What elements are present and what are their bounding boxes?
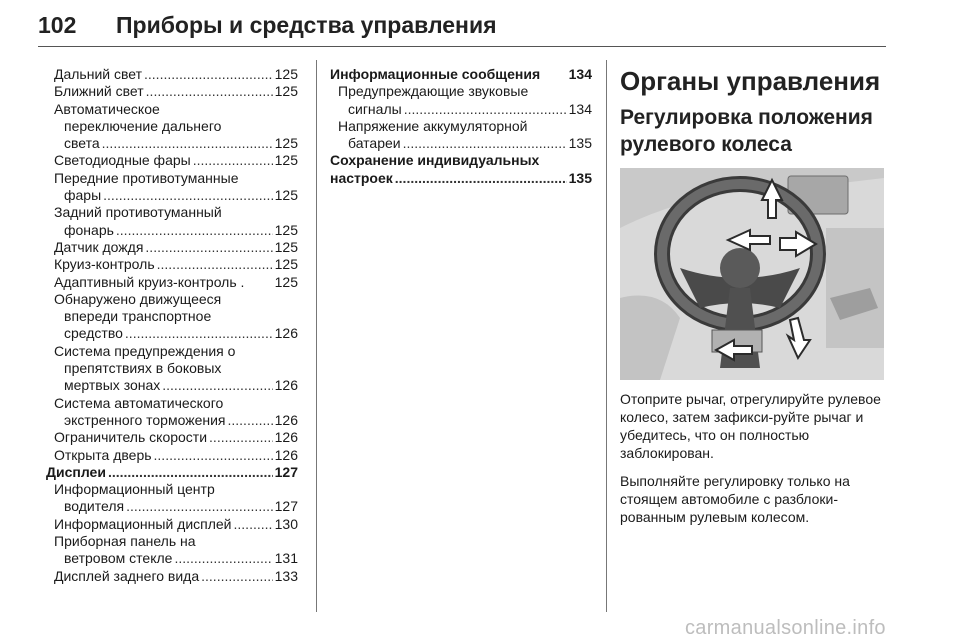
- toc-line: Передние противотуманные: [54, 169, 239, 186]
- header-rule: [38, 46, 886, 47]
- toc-line: Система предупреждения о: [54, 342, 236, 359]
- toc-page-number: 127: [274, 498, 298, 515]
- toc-entry-title: Ограничитель скорости: [54, 429, 208, 446]
- toc-leader-dots: [228, 412, 273, 429]
- toc-entry-title: Дисплей заднего вида: [54, 567, 200, 584]
- toc-line: Задний противотуманный: [54, 204, 222, 221]
- toc-leader-dots: [146, 83, 273, 100]
- toc-line: Напряжение аккумуляторной: [338, 117, 528, 134]
- toc-leader-dots: [234, 516, 273, 533]
- toc-line: Приборная панель на: [54, 533, 196, 550]
- toc-leader-dots: [201, 568, 273, 585]
- toc-page-number: 125: [274, 135, 298, 152]
- toc-entry: [46, 274, 298, 291]
- toc-page-number: 127: [274, 463, 298, 480]
- toc-page-number: 126: [274, 429, 298, 446]
- toc-left-column: [46, 66, 298, 585]
- toc-leader-dots: [103, 187, 272, 204]
- paragraph-1: Отоприте рычаг, отрегулируйте рулевое колесо, затем зафикси-руйте рычаг и убедитесь, что он полностью заблокирован.: [620, 391, 881, 461]
- toc-page-number: 125: [274, 83, 298, 100]
- toc-entry: [330, 170, 592, 187]
- toc-entry-title: Круиз-контроль: [54, 256, 155, 273]
- toc-entry: [46, 429, 298, 446]
- toc-entry: [46, 447, 298, 464]
- toc-entry: [46, 464, 298, 481]
- toc-page-number: 135: [568, 169, 592, 186]
- toc-entry: [46, 516, 298, 533]
- toc-entry-title: ветровом стекле: [64, 550, 173, 567]
- section-content: [620, 66, 890, 526]
- page-number: 102: [38, 12, 77, 38]
- toc-page-number: 125: [274, 238, 298, 255]
- toc-page-number: 126: [274, 325, 298, 342]
- toc-entry-title: Адаптивный круиз-контроль .: [54, 273, 245, 290]
- toc-entry: [46, 66, 298, 83]
- toc-leader-dots: [209, 429, 273, 446]
- toc-entry-title: Информационный дисплей: [54, 515, 232, 532]
- toc-page-number: 125: [274, 221, 298, 238]
- toc-entry-title: батареи: [348, 135, 401, 152]
- toc-line: Система автоматического: [54, 394, 224, 411]
- toc-entry-title: средство: [64, 325, 123, 342]
- toc-leader-dots: [162, 377, 272, 394]
- toc-entry-title: Ближний свет: [54, 83, 144, 100]
- toc-page-number: 125: [274, 273, 298, 290]
- paragraph-2: Выполняйте регулировку только на стоящем автомобиле с разблоки-рованным рулевым колесом.: [620, 473, 850, 525]
- toc-leader-dots: [108, 464, 273, 481]
- toc-line: Обнаружено движущееся: [54, 290, 222, 307]
- toc-page-number: 133: [274, 567, 298, 584]
- toc-entry: [46, 256, 298, 273]
- toc-middle-column: [330, 66, 592, 187]
- toc-entry-title: сигналы: [348, 100, 402, 117]
- toc-entry-title: фонарь: [64, 221, 114, 238]
- toc-leader-dots: [144, 66, 273, 83]
- toc-entry: [330, 101, 592, 118]
- toc-leader-dots: [193, 152, 273, 169]
- toc-entry-title: света: [64, 135, 100, 152]
- toc-leader-dots: [125, 325, 273, 342]
- toc-entry-title: Датчик дождя: [54, 238, 144, 255]
- toc-line: впереди транспортное: [64, 308, 212, 325]
- toc-line: переключение дальнего: [64, 117, 222, 134]
- toc-leader-dots: [404, 101, 567, 118]
- toc-entry-title: Открыта дверь: [54, 446, 152, 463]
- toc-page-number: 126: [274, 411, 298, 428]
- toc-entry: [330, 66, 592, 83]
- toc-leader-dots: [174, 550, 272, 567]
- toc-entry: [46, 412, 298, 429]
- toc-entry: [46, 152, 298, 169]
- toc-leader-dots: [126, 498, 273, 515]
- toc-entry-title: водителя: [64, 498, 125, 515]
- toc-entry: [46, 377, 298, 394]
- toc-page-number: 125: [274, 152, 298, 169]
- toc-entry: [46, 550, 298, 567]
- toc-entry-title: Дисплеи: [46, 463, 106, 480]
- steering-wheel-drawing: [620, 168, 884, 380]
- toc-leader-dots: [154, 447, 273, 464]
- toc-leader-dots: [145, 239, 272, 256]
- toc-page-number: 134: [568, 66, 592, 82]
- toc-page-number: 135: [568, 135, 592, 152]
- watermark: carmanualsonline.info: [685, 617, 886, 639]
- toc-entry: [46, 83, 298, 100]
- toc-page-number: 125: [274, 187, 298, 204]
- toc-page-number: 131: [274, 550, 298, 567]
- toc-page-number: 130: [274, 515, 298, 532]
- toc-page-number: 134: [568, 100, 592, 117]
- page-header: [38, 0, 886, 42]
- steering-wheel-illustration: [620, 168, 884, 380]
- toc-entry: [330, 135, 592, 152]
- column-divider-right: [606, 60, 607, 612]
- toc-entry-title: экстренного торможения: [64, 411, 226, 428]
- toc-entry: [46, 222, 298, 239]
- section-subheading: Регулировка положения рулевого колеса: [620, 106, 873, 156]
- toc-entry: [46, 498, 298, 515]
- toc-leader-dots: [395, 170, 567, 187]
- toc-page-number: 125: [274, 66, 298, 82]
- toc-line: препятствиях в боковых: [64, 360, 222, 377]
- toc-leader-dots: [116, 222, 273, 239]
- toc-page-number: 125: [274, 256, 298, 273]
- column-divider-left: [316, 60, 317, 612]
- section-heading: Органы управления: [620, 66, 881, 96]
- toc-entry: [46, 239, 298, 256]
- toc-entry-title: Дальний свет: [54, 66, 143, 82]
- toc-leader-dots: [403, 135, 567, 152]
- toc-page-number: 126: [274, 377, 298, 394]
- toc-entry: [46, 187, 298, 204]
- toc-entry: [46, 568, 298, 585]
- page-title: Приборы и средства управления: [116, 12, 497, 38]
- toc-entry: [46, 325, 298, 342]
- toc-entry-title: Светодиодные фары: [54, 152, 191, 169]
- toc-entry-title: настроек: [330, 169, 393, 186]
- toc-leader-dots: [102, 135, 273, 152]
- toc-line: Автоматическое: [54, 100, 160, 117]
- toc-entry-title: фары: [64, 187, 102, 204]
- toc-page-number: 126: [274, 446, 298, 463]
- toc-line: Сохранение индивидуальных: [330, 152, 540, 169]
- toc-line: Информационный центр: [54, 481, 215, 498]
- toc-entry-title: мертвых зонах: [64, 377, 161, 394]
- toc-leader-dots: [157, 256, 273, 273]
- toc-entry: [46, 135, 298, 152]
- toc-line: Предупреждающие звуковые: [338, 83, 529, 100]
- toc-entry-title: Информационные сообщения: [330, 66, 541, 82]
